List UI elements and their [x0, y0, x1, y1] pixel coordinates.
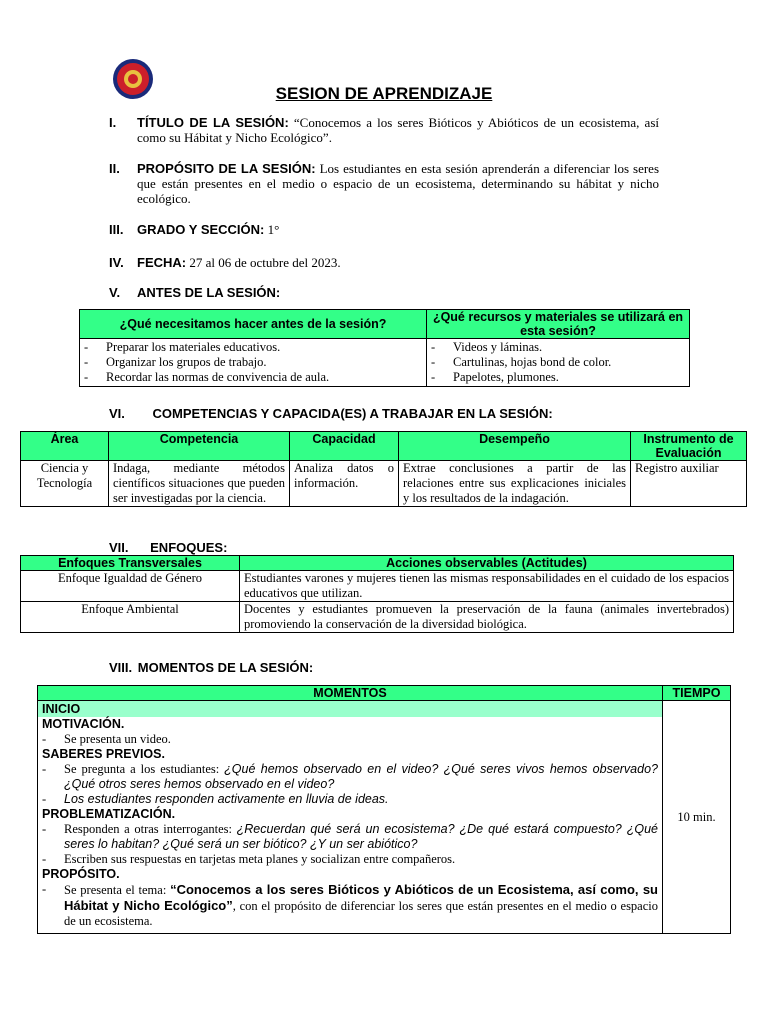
comp-header-capacidad: Capacidad — [290, 432, 399, 461]
section-competencias — [109, 406, 553, 421]
saberes-heading: SABERES PREVIOS. — [42, 747, 165, 761]
page-title: SESION DE APRENDIZAJE — [275, 84, 493, 103]
enfoques-table — [20, 555, 734, 633]
list-item: - Cartulinas, hojas bond de color. — [431, 355, 612, 369]
comp-capacidad-cell: Analiza datos o información. — [290, 461, 399, 507]
comp-competencia-cell: Indaga, mediante métodos científicos situaciones que pueden ser investigadas por la ciencia. — [109, 461, 290, 507]
list-item: - Organizar los grupos de trabajo. — [84, 355, 267, 369]
comp-header-competencia: Competencia — [109, 432, 290, 461]
list-item: - Responden a otras interrogantes: ¿Recuerdan qué será un ecosistema? ¿De qué estará compuesto? ¿Qué seres lo habitan? ¿Qué será un ser biótico? ¿Y un ser abiótico? — [42, 822, 658, 851]
section-label: PROPÓSITO DE LA SESIÓN: — [137, 161, 316, 176]
section-text: 27 al 06 de octubre del 2023. — [186, 255, 341, 270]
motivacion-heading: MOTIVACIÓN. — [42, 717, 125, 731]
enf-name-cell: Enfoque Ambiental — [21, 602, 240, 633]
comp-area-cell: Ciencia y Tecnología — [21, 461, 109, 507]
enf-action-cell: Estudiantes varones y mujeres tienen las mismas responsabilidades en el cuidado de los espacios educativos que utilizan. — [240, 571, 734, 602]
mom-tiempo-cell: 10 min. — [663, 701, 731, 934]
competencias-table — [20, 431, 747, 507]
section-label: GRADO Y SECCIÓN: — [137, 222, 265, 237]
section-label: FECHA: — [137, 255, 187, 270]
inicio-label: INICIO — [38, 701, 662, 717]
comp-instrumento-cell: Registro auxiliar — [631, 461, 747, 507]
antes-header-recursos: ¿Qué recursos y materiales se utilizará en esta sesión? — [427, 310, 690, 339]
momentos-table — [37, 685, 731, 934]
comp-header-area: Área — [21, 432, 109, 461]
section-number: II. — [109, 161, 120, 176]
section-text: Los estudiantes en esta sesión aprenderán a diferenciar los seres que están presentes en el medio o espacio de un ecosistema, determinando su hábitat y nicho ecológico. — [137, 161, 660, 206]
section-label: ENFOQUES: — [150, 540, 228, 555]
antes-table — [79, 309, 690, 387]
section-number: VIII. — [109, 660, 133, 675]
list-item: - Se presenta el tema: “Conocemos a los seres Bióticos y Abióticos de un Ecosistema, así como, su Hábitat y Nicho Ecológico”, con el propósito de diferenciar los seres que están presentes en el medio o espacio de un ecosistema. — [42, 882, 659, 928]
comp-desempeno-cell: Extrae conclusiones a partir de las relaciones entre sus explicaciones iniciales y los resultados de la indagación. — [399, 461, 631, 507]
enf-name-cell: Enfoque Igualdad de Género — [21, 571, 240, 602]
enf-header-transversales: Enfoques Transversales — [21, 556, 240, 571]
section-number: VI. — [109, 406, 125, 421]
list-item: - Recordar las normas de convivencia de aula. — [84, 370, 330, 384]
list-item: - Escriben sus respuestas en tarjetas meta planes y socializan entre compañeros. — [42, 852, 456, 866]
section-number: VII. — [109, 540, 129, 555]
comp-header-instrumento: Instrumento de Evaluación — [631, 432, 747, 461]
list-item: - Se presenta un video. — [42, 732, 171, 746]
list-item: - Videos y láminas. — [431, 340, 543, 354]
antes-header-necesitamos: ¿Qué necesitamos hacer antes de la sesión? — [80, 310, 427, 339]
proposito-heading: PROPÓSITO. — [42, 867, 120, 881]
section-number: I. — [109, 115, 117, 130]
antes-left-cell — [80, 339, 427, 387]
section-text: 1° — [264, 222, 280, 237]
section-label: TÍTULO DE LA SESIÓN: — [137, 115, 289, 130]
list-item: - Papelotes, plumones. — [431, 370, 559, 384]
section-number: V. — [109, 285, 121, 300]
mom-content-cell — [38, 701, 663, 934]
section-number: IV. — [109, 255, 124, 270]
mom-header-tiempo: TIEMPO — [663, 686, 731, 701]
problematizacion-heading: PROBLEMATIZACIÓN. — [42, 807, 176, 821]
antes-right-cell — [427, 339, 690, 387]
section-momentos — [109, 660, 313, 675]
enf-action-cell: Docentes y estudiantes promueven la preservación de la fauna (animales invertebrados) promoviendo la conservación de la diversidad biológica. — [240, 602, 734, 633]
section-enfoques — [109, 540, 227, 555]
list-item: - Los estudiantes responden activamente en lluvia de ideas. — [42, 792, 389, 806]
comp-header-desempeno: Desempeño — [399, 432, 631, 461]
section-text: “Conocemos a los seres Bióticos y Abióticos de un ecosistema, así como su Hábitat y Nicho Ecológico”. — [137, 115, 659, 145]
list-item: - Se pregunta a los estudiantes: ¿Qué hemos observado en el video? ¿Qué seres vivos hemos observado? ¿Qué otros seres hemos observado en el video? — [42, 762, 658, 791]
mom-header-momentos: MOMENTOS — [38, 686, 663, 701]
section-label: COMPETENCIAS Y CAPACIDA(ES) A TRABAJAR EN LA SESIÓN: — [152, 406, 553, 421]
list-item: - Preparar los materiales educativos. — [84, 340, 281, 354]
section-label: MOMENTOS DE LA SESIÓN: — [137, 660, 314, 675]
enf-header-acciones: Acciones observables (Actitudes) — [240, 556, 734, 571]
section-number: III. — [109, 222, 124, 237]
section-label: ANTES DE LA SESIÓN: — [137, 285, 281, 300]
